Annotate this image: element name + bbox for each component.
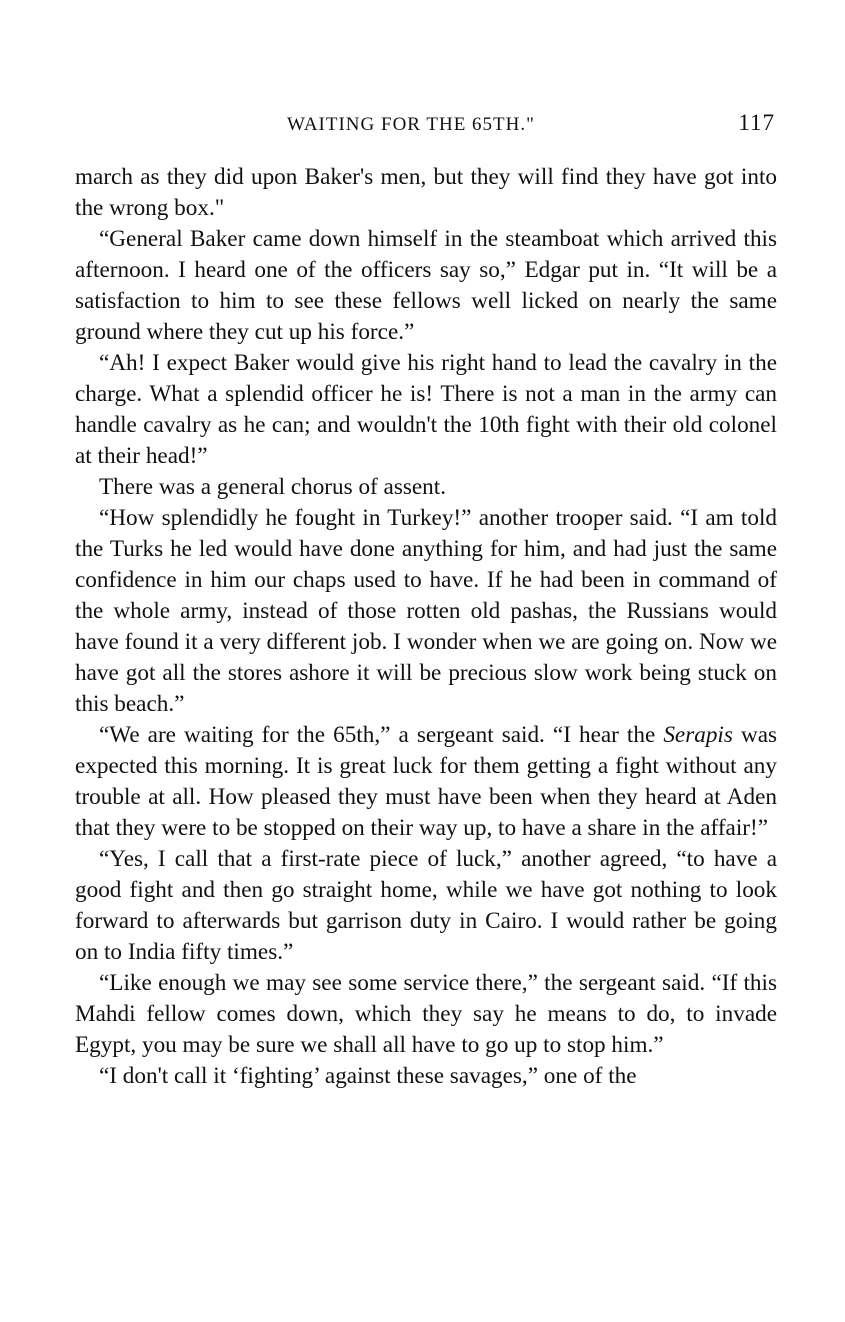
paragraph-4: There was a general chorus of assent. — [99, 474, 447, 500]
paragraph-9: “I don't call it ‘fighting’ against these savages,” one of the — [99, 1063, 637, 1089]
book-page — [75, 110, 777, 1092]
body-text — [75, 162, 777, 1092]
running-title: WAITING FOR THE 65TH." — [287, 114, 535, 135]
ship-name-italic: Serapis — [663, 722, 733, 748]
paragraph-1: march as they did upon Baker's men, but they will find they have got into the wrong box." — [75, 164, 777, 221]
paragraph-3: “Ah! I expect Baker would give his right hand to lead the cavalry in the charge. What a splendid officer he is! There is not a man in the army can handle cavalry as he can; and wouldn't the 10th fight with their old colonel at their head!” — [75, 350, 777, 469]
paragraph-6 — [75, 720, 777, 844]
page-number: 117 — [738, 110, 775, 135]
paragraph-5: “How splendidly he fought in Turkey!” another trooper said. “I am told the Turks he led would have done anything for him, and had just the same confidence in him our chaps used to have. If he had been in command of the whole army, instead of those rotten old pashas, the Russians would have found it a very different job. I wonder when we are going on. Now we have got all the stores ashore it will be precious slow work being stuck on this beach.” — [75, 505, 777, 717]
paragraph-7: “Yes, I call that a first-rate piece of luck,” another agreed, “to have a good fight and then go straight home, while we have got nothing to look forward to afterwards but garrison duty in Cairo. I would rather be going on to India fifty times.” — [75, 846, 777, 965]
paragraph-2: “General Baker came down himself in the steamboat which arrived this afternoon. I heard one of the officers say so,” Edgar put in. “It will be a satisfaction to him to see these fellows well licked on nearly the same ground where they cut up his force.” — [75, 226, 777, 345]
running-head — [75, 110, 777, 144]
paragraph-8: “Like enough we may see some service there,” the sergeant said. “If this Mahdi fellow comes down, which they say he means to do, to invade Egypt, you may be sure we shall all have to go up to stop him.” — [75, 970, 777, 1058]
paragraph-6-end: was expected this morning. It is great luck for them getting a fight without any trouble at all. How pleased they must have been when they heard at Aden that they were to be stopped on their way up, to have a share in the affair!” — [75, 722, 778, 841]
paragraph-6-start: “We are waiting for the 65th,” a sergeant said. “I hear the — [99, 722, 664, 748]
